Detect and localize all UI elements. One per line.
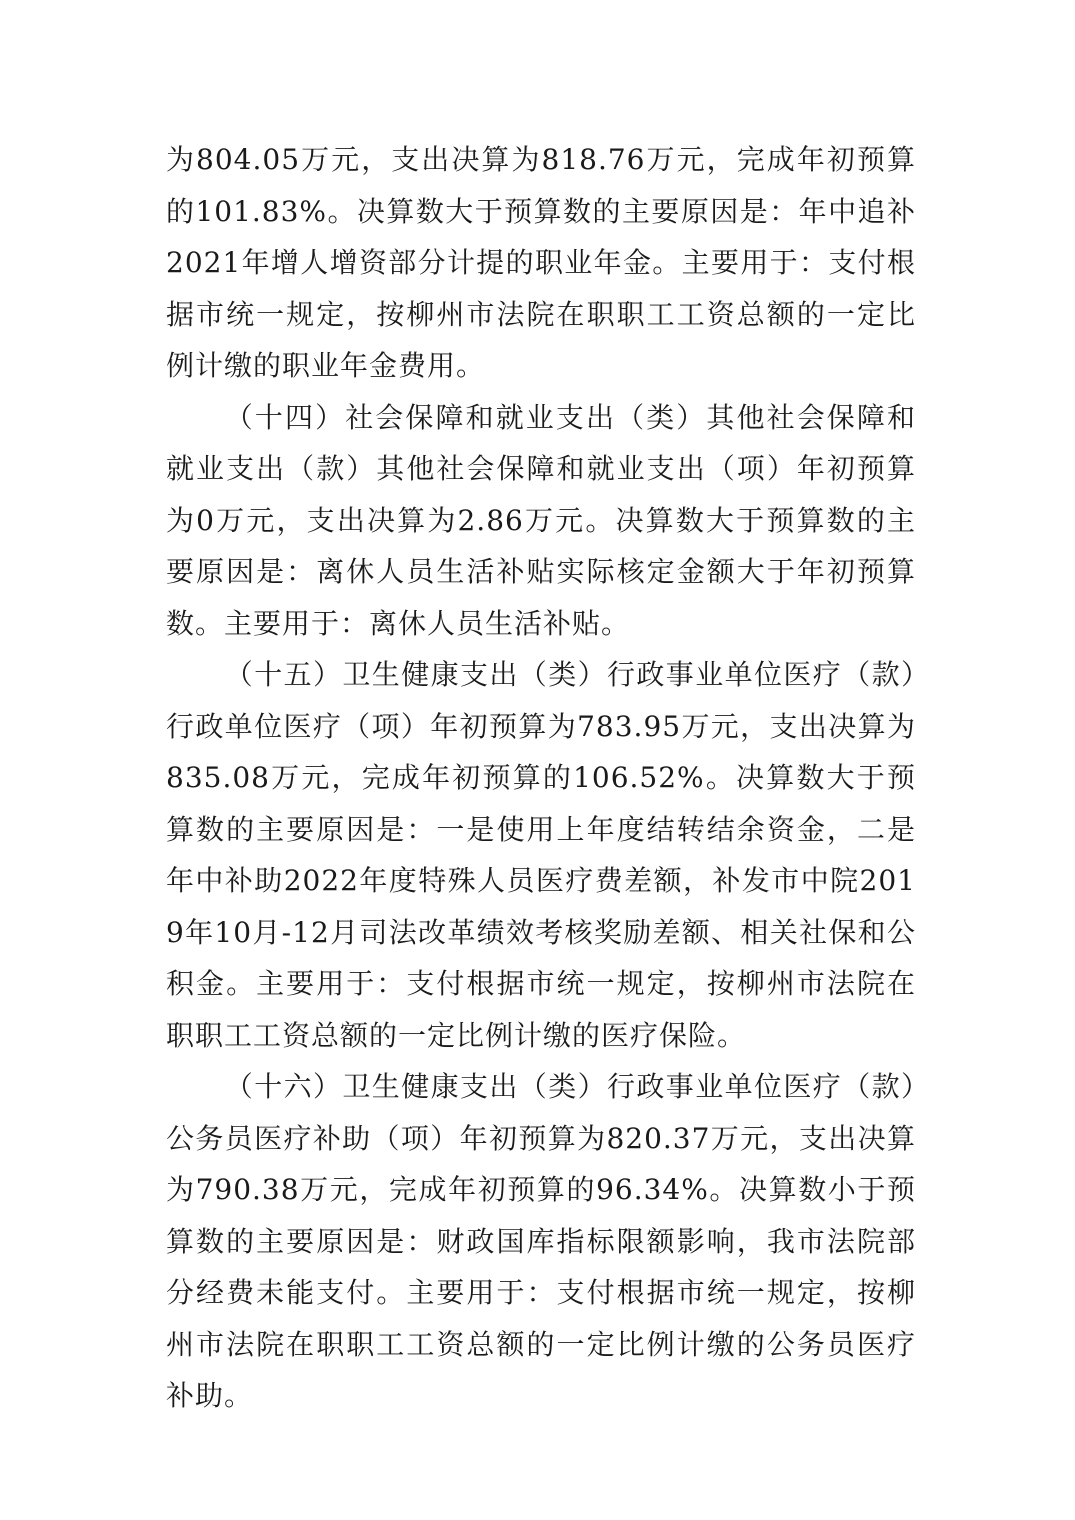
paragraph-section-16: （十六）卫生健康支出（类）行政事业单位医疗（款）公务员医疗补助（项）年初预算为820.37万元，支出决算为790.38万元，完成年初预算的96.34%。决算数小于预算数的主要原因是：财政国库指标限额影响，我市法院部分经费未能支付。主要用于：支付根据市统一规定，按柳州市法院在职职工工资总额的一定比例计缴的公务员医疗补助。 (166, 1070, 916, 1412)
paragraph-continuation: 为804.05万元，支出决算为818.76万元，完成年初预算的101.83%。决算数大于预算数的主要原因是：年中追补2021年增人增资部分计提的职业年金。主要用于：支付根据市统一规定，按柳州市法院在职职工工资总额的一定比例计缴的职业年金费用。 (166, 143, 916, 382)
paragraph-section-14: （十四）社会保障和就业支出（类）其他社会保障和就业支出（款）其他社会保障和就业支出（项）年初预算为0万元，支出决算为2.86万元。决算数大于预算数的主要原因是：离休人员生活补贴实际核定金额大于年初预算数。主要用于：离休人员生活补贴。 (166, 400, 916, 640)
paragraph-section-15: （十五）卫生健康支出（类）行政事业单位医疗（款）行政单位医疗（项）年初预算为783.95万元，支出决算为835.08万元，完成年初预算的106.52%。决算数大于预算数的主要原因是：一是使用上年度结转结余资金，二是年中补助2022年度特殊人员医疗费差额，补发市中院2019年10月-12月司法改革绩效考核奖励差额、相关社保和公积金。主要用于：支付根据市统一规定，按柳州市法院在职职工工资总额的一定比例计缴的医疗保险。 (166, 658, 916, 1052)
document-body (166, 134, 916, 1422)
